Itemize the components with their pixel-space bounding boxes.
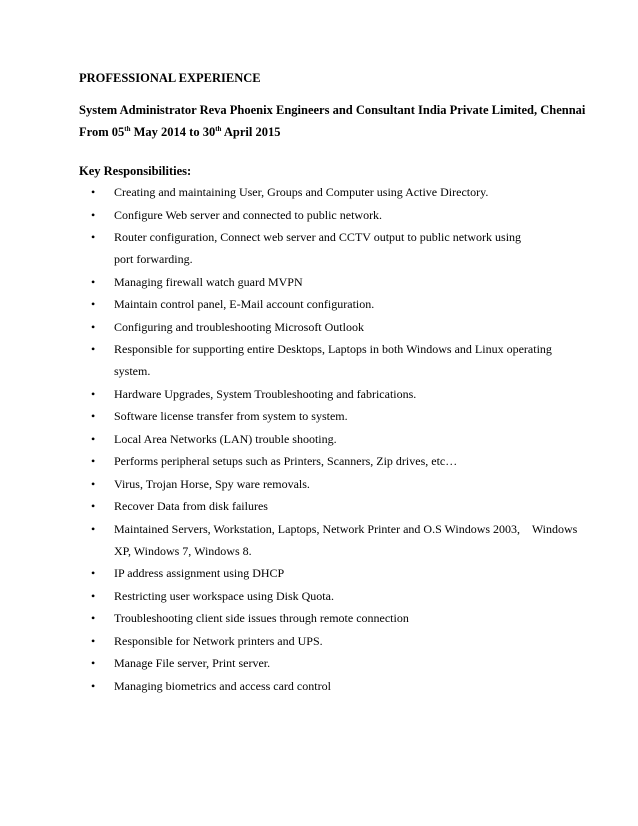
list-item-text: Configuring and troubleshooting Microsoft Outlook — [114, 319, 364, 334]
list-item — [0, 473, 638, 495]
list-item-text: Maintain control panel, E-Mail account configuration. — [114, 297, 375, 311]
list-item-text: Managing firewall watch guard MVPN — [114, 274, 303, 289]
list-item-text: Responsible for supporting entire Desktops, Laptops in both Windows and Linux operating — [114, 342, 552, 356]
list-item — [0, 630, 638, 652]
list-item — [0, 585, 638, 607]
list-item — [0, 495, 638, 517]
list-item-text: Configure Web server and connected to public network. — [114, 207, 383, 222]
list-item-text: Recover Data from disk failures — [114, 499, 268, 513]
to-rest: April 2015 — [221, 125, 281, 139]
list-item — [0, 338, 638, 382]
list-item — [0, 204, 638, 226]
list-item-text: Performs peripheral setups such as Printers, Scanners, Zip drives, etc… — [114, 454, 458, 468]
to-suffix: th — [215, 125, 222, 133]
list-item-text: Hardware Upgrades, System Troubleshooting and fabrications. — [114, 386, 417, 401]
job-title: System Administrator Reva Phoenix Engineers and Consultant India Private Limited, Chennai — [79, 103, 586, 117]
responsibilities-heading: Key Responsibilities: — [79, 164, 192, 178]
list-item — [0, 405, 638, 427]
list-item-text: Router configuration, Connect web server and CCTV output to public network using — [114, 230, 522, 244]
list-item-text: Local Area Networks (LAN) trouble shooting. — [114, 431, 337, 446]
list-item-text: Responsible for Network printers and UPS. — [114, 633, 323, 648]
list-item — [0, 181, 638, 203]
list-item — [0, 652, 638, 674]
list-item — [0, 293, 638, 315]
list-item — [0, 450, 638, 472]
from-suffix: th — [124, 125, 131, 133]
list-item-text: Manage File server, Print server. — [114, 656, 271, 670]
list-item-continuation: system. — [114, 364, 151, 378]
list-item-text: Maintained Servers, Workstation, Laptops, Network Printer and O.S Windows 2003, Windows — [114, 521, 578, 536]
list-item-text: Creating and maintaining User, Groups and Computer using Active Directory. — [114, 185, 489, 199]
from-rest: May 2014 to 30 — [130, 125, 216, 139]
responsibilities-list — [0, 181, 638, 697]
list-item — [0, 675, 638, 697]
list-item — [0, 226, 638, 270]
list-item — [0, 271, 638, 293]
list-item — [0, 383, 638, 405]
section-title: PROFESSIONAL EXPERIENCE — [79, 71, 261, 85]
list-item — [0, 607, 638, 629]
list-item-text: Troubleshooting client side issues through remote connection — [114, 611, 409, 625]
list-item-text: Software license transfer from system to system. — [114, 409, 348, 423]
list-item — [0, 562, 638, 584]
list-item — [0, 316, 638, 338]
list-item-text: IP address assignment using DHCP — [114, 566, 285, 580]
from-label: From 05 — [79, 125, 125, 139]
list-item-text: Managing biometrics and access card control — [114, 678, 331, 693]
list-item — [0, 428, 638, 450]
list-item — [0, 518, 638, 562]
list-item-continuation: port forwarding. — [114, 252, 193, 266]
list-item-text: Virus, Trojan Horse, Spy ware removals. — [114, 476, 310, 491]
list-item-text: Restricting user workspace using Disk Quota. — [114, 588, 334, 603]
job-dates — [79, 125, 280, 140]
list-item-continuation: XP, Windows 7, Windows 8. — [114, 543, 252, 558]
